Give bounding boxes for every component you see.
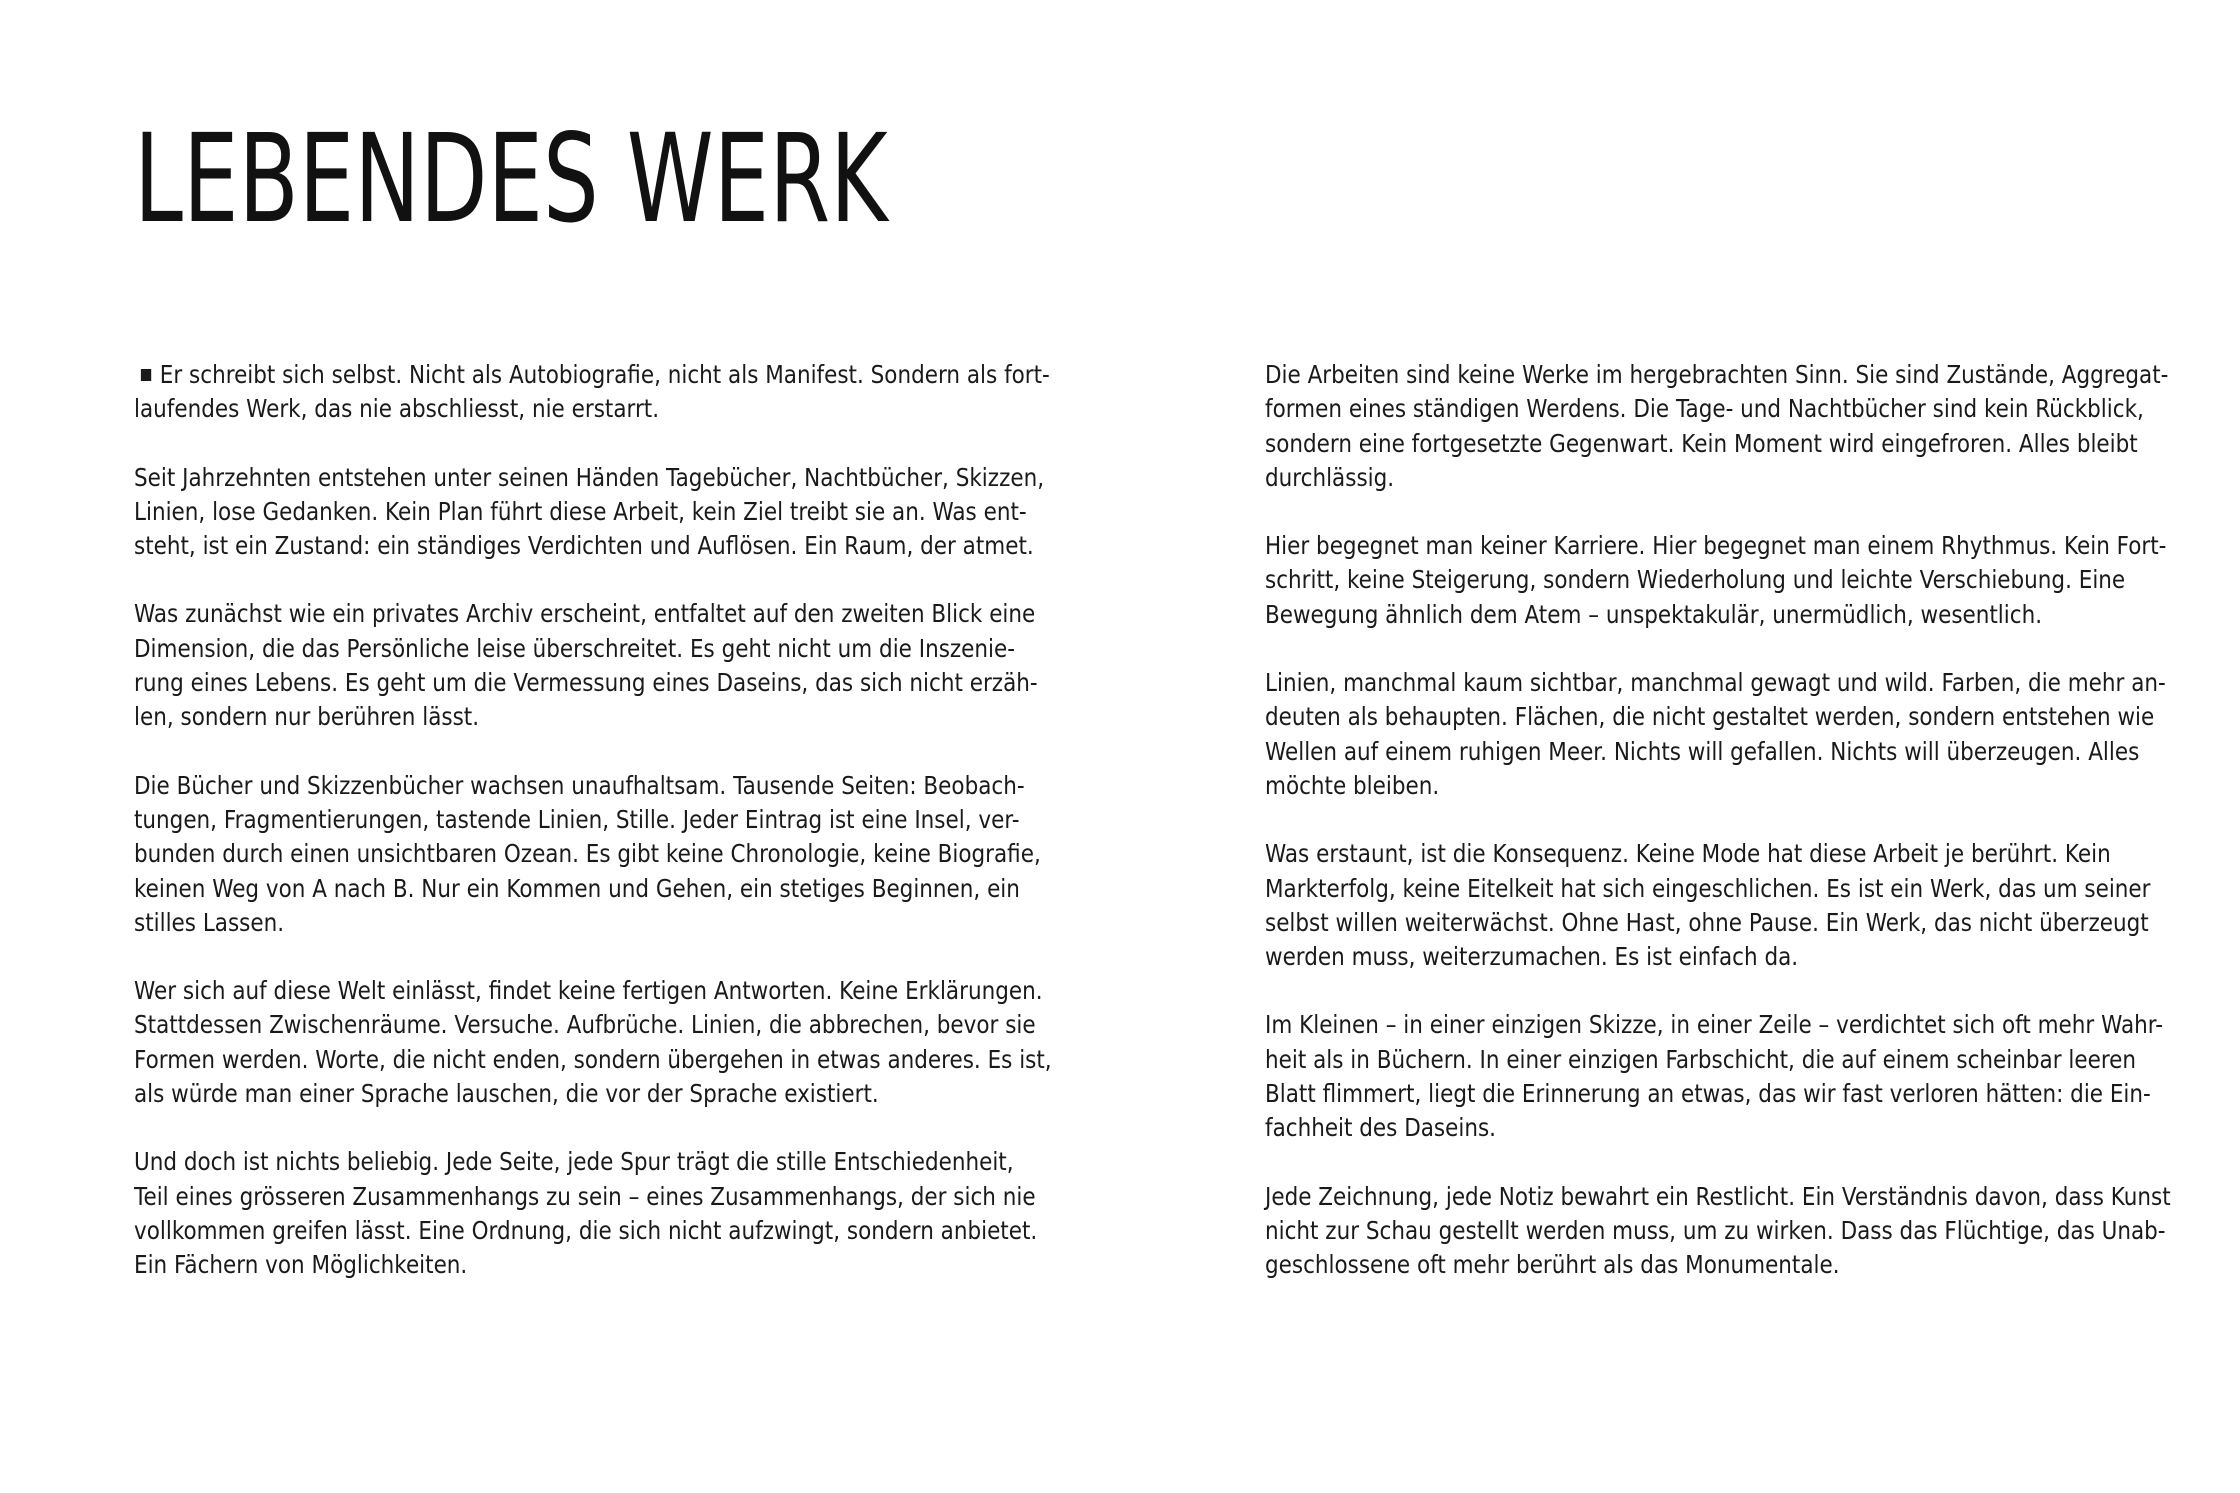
- text-line: [134, 1248, 1052, 1282]
- text-line: [134, 358, 1052, 392]
- text-line-content: Teil eines grösseren Zusammenhangs zu sein – eines Zusammenhangs, der sich nie: [134, 1181, 1036, 1211]
- text-line-content: Wellen auf einem ruhigen Meer. Nichts will gefallen. Nichts will überzeugen. Alles: [1265, 736, 2140, 766]
- text-line: [134, 837, 1052, 871]
- text-line-content: Was erstaunt, ist die Konsequenz. Keine Mode hat diese Arbeit je berührt. Kein: [1265, 839, 2111, 869]
- text-line: [1265, 598, 2171, 632]
- text-line: [134, 803, 1052, 837]
- text-line: [1265, 906, 2171, 940]
- text-line: [1265, 563, 2171, 597]
- paragraph: [134, 1145, 1201, 1282]
- paragraph: [1265, 529, 2240, 632]
- text-line: [134, 700, 1052, 734]
- text-line: [1265, 1111, 2171, 1145]
- text-line-content: selbst willen weiterwächst. Ohne Hast, ohne Pause. Ein Werk, das nicht überzeugt: [1265, 907, 2149, 937]
- text-line-content: Er schreibt sich selbst. Nicht als Autobiografie, nicht als Manifest. Sondern als fort-: [159, 360, 1050, 389]
- text-line: [134, 1180, 1052, 1214]
- text-line: [134, 461, 1052, 495]
- text-line-content: heit als in Büchern. In einer einzigen Farbschicht, die auf einem scheinbar leeren: [1265, 1044, 2137, 1074]
- text-line-content: Im Kleinen – in einer einzigen Skizze, in einer Zeile – verdichtet sich oft mehr Wahr-: [1265, 1010, 2163, 1040]
- text-line: [134, 1077, 1052, 1111]
- paragraph: [134, 974, 1201, 1111]
- text-line-content: Wer sich auf diese Welt einlässt, findet keine fertigen Antworten. Keine Erklärungen.: [134, 976, 1043, 1006]
- text-line: [1265, 358, 2171, 392]
- text-line: [134, 872, 1052, 906]
- text-line: [134, 666, 1052, 700]
- text-line-content: formen eines ständigen Werdens. Die Tage- und Nachtbücher sind kein Rückblick,: [1265, 394, 2144, 424]
- text-line-content: Die Bücher und Skizzenbücher wachsen unaufhaltsam. Tausende Seiten: Beobach-: [134, 770, 1025, 800]
- text-line-content: Hier begegnet man keiner Karriere. Hier begegnet man einem Rhythmus. Kein Fort-: [1265, 531, 2167, 561]
- right-text-column: [1265, 358, 2240, 1317]
- text-line: [1265, 427, 2171, 461]
- text-line-content: geschlossene oft mehr berührt als das Monumentale.: [1265, 1250, 1840, 1280]
- text-line: [1265, 769, 2171, 803]
- paragraph: [1265, 1180, 2240, 1283]
- text-line-content: Linien, manchmal kaum sichtbar, manchmal gewagt und wild. Farben, die mehr an-: [1265, 668, 2166, 698]
- paragraph: [134, 358, 1201, 427]
- paragraph: [134, 769, 1201, 940]
- text-line-content: möchte bleiben.: [1265, 770, 1440, 800]
- text-line-content: Seit Jahrzehnten entstehen unter seinen Händen Tagebücher, Nachtbücher, Skizzen,: [134, 462, 1045, 492]
- text-line: [1265, 392, 2171, 426]
- text-line: [1265, 1214, 2171, 1248]
- left-text-column: [134, 358, 1201, 1317]
- text-line-content: Und doch ist nichts beliebig. Jede Seite, jede Spur trägt die stille Entschiedenheit,: [134, 1147, 1014, 1177]
- text-line-content: deuten als behaupten. Flächen, die nicht gestaltet werden, sondern entstehen wie: [1265, 702, 2155, 732]
- text-line-content: Bewegung ähnlich dem Atem – unspektakulär, unermüdlich, wesentlich.: [1265, 599, 2043, 629]
- text-line: [1265, 940, 2171, 974]
- text-line: [134, 632, 1052, 666]
- text-line: [1265, 1043, 2171, 1077]
- text-line-content: durchlässig.: [1265, 462, 1395, 492]
- text-line-content: Formen werden. Worte, die nicht enden, sondern übergehen in etwas anderes. Es ist,: [134, 1044, 1052, 1074]
- paragraph: [1265, 358, 2240, 495]
- paragraph: [1265, 666, 2240, 803]
- text-line: [1265, 529, 2171, 563]
- text-line: [134, 1008, 1052, 1042]
- text-line: [1265, 1248, 2171, 1282]
- text-line-content: Jede Zeichnung, jede Notiz bewahrt ein Restlicht. Ein Verständnis davon, dass Kunst: [1265, 1181, 2171, 1211]
- page-title: LEBENDES WERK: [134, 108, 888, 250]
- text-line: [134, 597, 1052, 631]
- text-line-content: nicht zur Schau gestellt werden muss, um zu wirken. Dass das Flüchtige, das Unab-: [1265, 1215, 2166, 1245]
- text-line-content: steht, ist ein Zustand: ein ständiges Verdichten und Auflösen. Ein Raum, der atmet.: [134, 531, 1034, 561]
- text-line-content: sondern eine fortgesetzte Gegenwart. Kein Moment wird eingefroren. Alles bleibt: [1265, 428, 2138, 458]
- text-line-content: Markterfolg, keine Eitelkeit hat sich eingeschlichen. Es ist ein Werk, das um seiner: [1265, 873, 2151, 903]
- text-line: [1265, 872, 2171, 906]
- text-line-content: stilles Lassen.: [134, 907, 285, 937]
- text-line-content: len, sondern nur berühren lässt.: [134, 702, 480, 732]
- text-line: [1265, 700, 2171, 734]
- text-line: [134, 392, 1052, 426]
- text-line-content: laufendes Werk, das nie abschliesst, nie erstarrt.: [134, 394, 660, 424]
- text-line: [134, 1214, 1052, 1248]
- text-line-content: bunden durch einen unsichtbaren Ozean. Es gibt keine Chronologie, keine Biografie,: [134, 839, 1041, 869]
- text-line-content: Was zunächst wie ein privates Archiv erscheint, entfaltet auf den zweiten Blick eine: [134, 599, 1036, 629]
- text-line: [134, 974, 1052, 1008]
- text-line: [1265, 1180, 2171, 1214]
- text-line: [134, 906, 1052, 940]
- paragraph: [1265, 1008, 2240, 1145]
- text-line: [134, 769, 1052, 803]
- paragraph: [1265, 837, 2240, 974]
- text-line: [134, 1043, 1052, 1077]
- text-line-content: fachheit des Daseins.: [1265, 1113, 1496, 1143]
- text-line: [134, 529, 1052, 563]
- text-line-content: Blatt flimmert, liegt die Erinnerung an etwas, das wir fast verloren hätten: die Ein-: [1265, 1079, 2151, 1109]
- text-line: [1265, 461, 2171, 495]
- text-line: [134, 1145, 1052, 1179]
- text-line: [1265, 735, 2171, 769]
- square-bullet-icon: [141, 369, 151, 381]
- text-line: [1265, 1008, 2171, 1042]
- text-line: [1265, 666, 2171, 700]
- text-line-content: Die Arbeiten sind keine Werke im hergebrachten Sinn. Sie sind Zustände, Aggregat-: [1265, 360, 2169, 389]
- text-line-content: Stattdessen Zwischenräume. Versuche. Aufbrüche. Linien, die abbrechen, bevor sie: [134, 1010, 1036, 1040]
- text-line-content: als würde man einer Sprache lauschen, die vor der Sprache existiert.: [134, 1079, 879, 1109]
- text-line-content: keinen Weg von A nach B. Nur ein Kommen und Gehen, ein stetiges Beginnen, ein: [134, 873, 1020, 903]
- text-line: [134, 495, 1052, 529]
- text-line-content: rung eines Lebens. Es geht um die Vermessung eines Daseins, das sich nicht erzäh-: [134, 668, 1038, 698]
- paragraph: [134, 597, 1201, 734]
- text-line: [1265, 837, 2171, 871]
- text-line-content: Linien, lose Gedanken. Kein Plan führt diese Arbeit, kein Ziel treibt sie an. Was ent-: [134, 496, 1027, 526]
- text-line-content: vollkommen greifen lässt. Eine Ordnung, die sich nicht aufzwingt, sondern anbietet.: [134, 1215, 1038, 1245]
- text-line-content: schritt, keine Steigerung, sondern Wiederholung und leichte Verschiebung. Eine: [1265, 565, 2126, 595]
- text-line-content: tungen, Fragmentierungen, tastende Linien, Stille. Jeder Eintrag ist eine Insel, ver-: [134, 804, 1020, 834]
- text-line: [1265, 1077, 2171, 1111]
- text-line-content: Dimension, die das Persönliche leise überschreitet. Es geht nicht um die Inszenie-: [134, 633, 1016, 663]
- text-line-content: Ein Fächern von Möglichkeiten.: [134, 1250, 468, 1280]
- paragraph: [134, 461, 1201, 564]
- text-line-content: werden muss, weiterzumachen. Es ist einfach da.: [1265, 942, 1799, 972]
